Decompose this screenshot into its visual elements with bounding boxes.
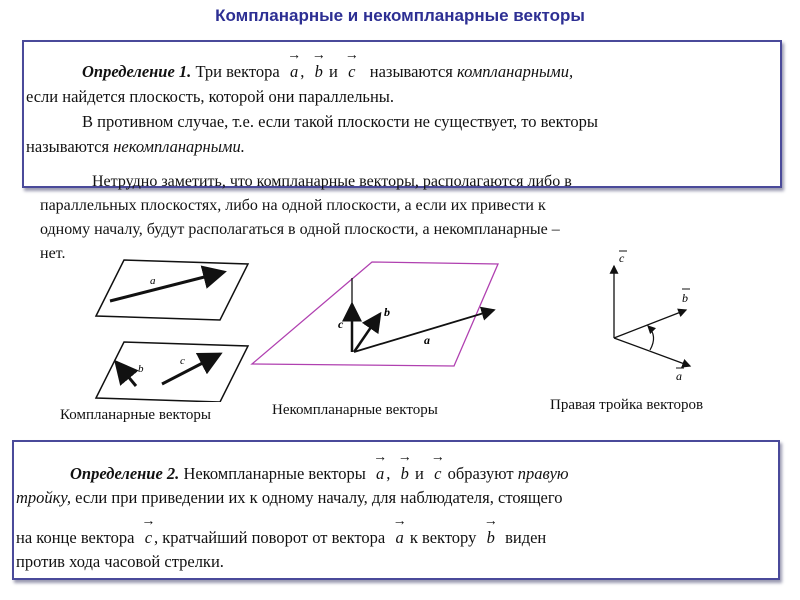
def2-term-triple: тройку, <box>16 488 72 507</box>
label-a: a <box>424 333 430 347</box>
vector-a: → a <box>393 528 405 548</box>
def1-text-b: называются <box>369 62 453 81</box>
vector-b: → b <box>485 528 497 548</box>
def1-line-3: В противном случае, т.е. если такой плоскости не существует, то векторы <box>82 112 598 131</box>
vector-b: → b <box>313 62 325 82</box>
vector-a: → a <box>374 464 386 484</box>
label-a: a <box>150 275 156 287</box>
para-line-2: параллельных плоскостях, либо на одной плоскости, а если их привести к <box>40 197 546 214</box>
label-a: a <box>676 369 682 383</box>
vector-b-arrow <box>614 310 686 338</box>
plane <box>252 262 498 366</box>
vector-c-arrow <box>162 354 220 384</box>
para-line-1: Нетрудно заметить, что компланарные векторы, располагаются либо в <box>92 173 572 190</box>
vector-c: → c <box>143 528 154 548</box>
vector-a: → a <box>288 62 300 82</box>
vector-b: → b <box>399 464 411 484</box>
def2-line-1: Определение 2. Некомпланарные векторы → a , → b и → c образуют правую <box>70 464 569 484</box>
def2-line-3: на конце вектора → c , кратчайший поворот от вектора → a к вектору → b виден <box>16 528 546 548</box>
para-line-3: одному началу, будут располагаться в одной плоскости, а некомпланарные – <box>40 221 560 238</box>
def2-label: Определение 2. <box>70 464 180 483</box>
label-b: b <box>138 363 144 375</box>
label-c: c <box>338 317 344 331</box>
def1-text-a: Три вектора <box>195 62 280 81</box>
plane-lower <box>96 342 248 402</box>
def1-label: Определение 1. <box>82 62 192 81</box>
definition-1-box <box>22 40 782 188</box>
label-b: b <box>682 291 688 305</box>
caption-right-triple: Правая тройка векторов <box>550 397 704 413</box>
para-line-4: нет. <box>40 245 66 262</box>
caption-coplanar: Компланарные векторы <box>60 407 212 423</box>
label-b: b <box>384 305 390 319</box>
right-triple-figure <box>596 250 706 385</box>
def1-term-coplanar: компланарными, <box>457 62 574 81</box>
vector-a-arrow <box>110 272 224 301</box>
def1-line-4: называются некомпланарными. <box>26 137 245 156</box>
def1-and: и <box>328 62 338 81</box>
caption-noncoplanar: Некомпланарные векторы <box>272 402 438 418</box>
def1-line-1: Определение 1. Три вектора → a , → b и → c называются компланарными, <box>82 62 573 82</box>
def2-line-4: против хода часовой стрелки. <box>16 552 224 571</box>
rotation-arc <box>648 326 654 350</box>
plane-upper <box>96 260 248 320</box>
noncoplanar-figure <box>248 258 503 373</box>
vector-c: → c <box>346 62 357 82</box>
vector-b-arrow <box>116 362 136 386</box>
definition-2-box <box>12 440 780 580</box>
def2-line-2: тройку, если при приведении их к одному началу, для наблюдателя, стоящего <box>16 488 563 507</box>
coplanar-figure <box>88 256 258 402</box>
def1-term-noncoplanar: некомпланарными. <box>113 137 245 156</box>
label-c: c <box>619 251 625 265</box>
label-c: c <box>180 355 185 367</box>
vector-a-arrow <box>614 338 690 366</box>
page-title: Компланарные и некомпланарные векторы <box>215 6 585 25</box>
def2-term-right: правую <box>517 464 569 483</box>
def1-line-2: если найдется плоскость, которой они параллельны. <box>26 87 395 106</box>
vector-c: → c <box>432 464 443 484</box>
